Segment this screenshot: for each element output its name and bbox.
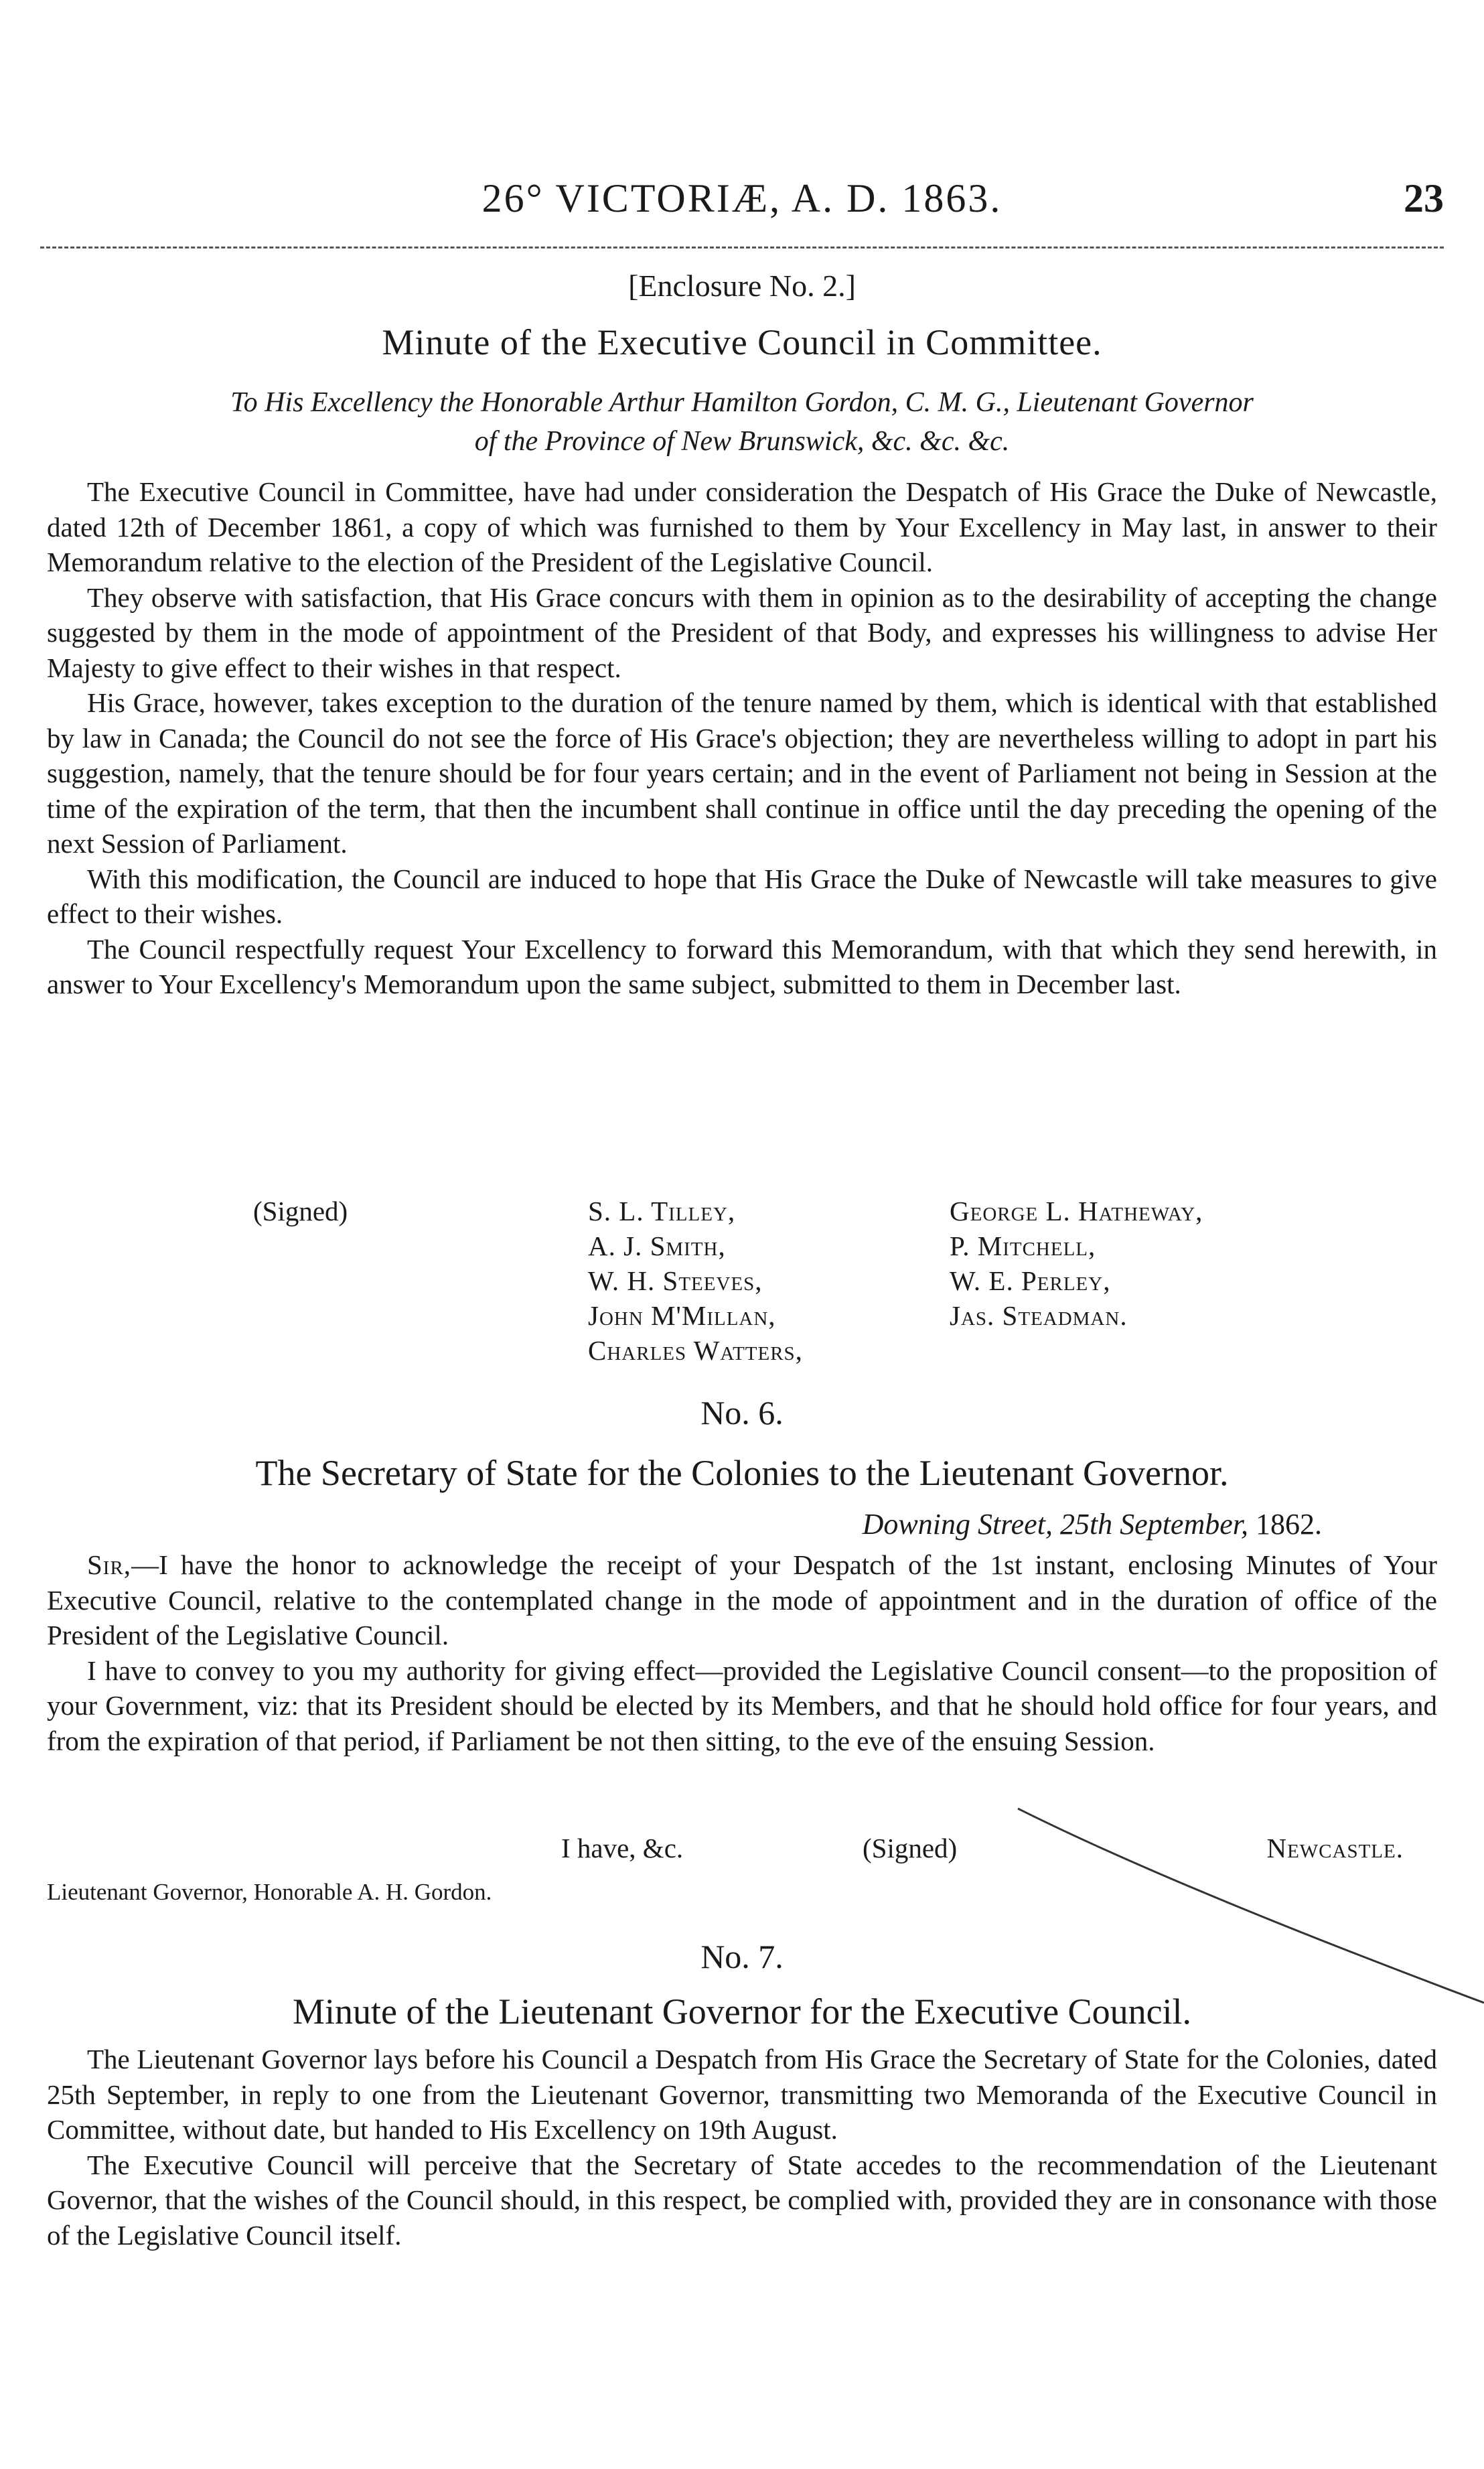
signature-block [47,1194,1437,1381]
document-number-6: No. 6. [700,1394,784,1431]
signed-label: (Signed) [253,1196,348,1226]
signatory: S. L. Tilley, [588,1196,736,1226]
paragraph: His Grace, however, takes exception to the duration of the tenure named by them, which is identical with that established by law in Canada; the Council do not see the force of His Grace's objection; they are nevertheless willing to adopt in part his suggestion, namely, that the tenure should be for four years certain; and in the event of Parliament not being in Session at the time of the expiration of the term, that then the incumbent shall continue in office until the day preceding the opening of the next Session of Parliament. [47,687,1437,859]
signatory: George L. Hatheway, [950,1196,1203,1226]
signatory: John M'Millan, [588,1300,776,1331]
address-line-2: of the Province of New Brunswick, &c. &c. &c. [474,426,1010,457]
dateline [863,1507,1322,1541]
signatory: A. J. Smith, [588,1230,726,1261]
enclosure-body [47,474,1437,1002]
paragraph: The Lieutenant Governor lays before his Council a Despatch from His Grace the Secretary of State for the Colonies, dated 25th September, in reply to one from the Lieutenant Governor, transmitting two Memoranda of the Executive Council in Committee, without date, but handed to His Excellency on 19th August. [47,2044,1437,2145]
page-number: 23 [1404,176,1444,220]
closing-line [47,1832,1437,1872]
signatories-column-1 [588,1194,803,1368]
enclosure-label: [Enclosure No. 2.] [628,269,856,303]
running-title: 26° VICTORIÆ, A. D. 1863. [481,176,1003,220]
document-number-7: No. 7. [700,1938,784,1975]
signatory: W. E. Perley, [950,1265,1111,1296]
address-block [47,383,1437,461]
paragraph: The Executive Council will perceive that the Secretary of State accedes to the recommendation of the Lieutenant Governor, that the wishes of the Council should, in this respect, be complied with, provided they are in consonance with those of the Legislative Council itself. [47,2149,1437,2251]
dateline-year: 1862. [1256,1508,1322,1541]
section-title-lieutenant-governor: Minute of the Lieutenant Governor for the Executive Council. [292,1991,1192,2032]
closing-phrase: I have, &c. [561,1833,684,1863]
signatory: P. Mitchell, [950,1230,1096,1261]
section-title-executive-council: Minute of the Executive Council in Committee. [382,322,1102,362]
paragraph: I have to convey to you my authority for giving effect—provided the Legislative Council consent—to the proposition of your Government, viz: that its President should be elected by its Members, and that he should hold office for four years, and from the expiration of that period, if Parliament be not then sitting, to the eve of the ensuing Session. [47,1654,1437,1756]
paragraph: The Executive Council in Committee, have had under consideration the Despatch of His Grace the Duke of Newcastle, dated 12th of December 1861, a copy of which was furnished to them by Your Excellency in May last, in answer to their Memorandum relative to the election of the President of the Legislative Council. [47,476,1437,577]
paragraph: With this modification, the Council are induced to hope that His Grace the Duke of Newcastle will take measures to give effect to their wishes. [47,863,1437,929]
minute-body [47,2042,1437,2253]
recipient-line: Lieutenant Governor, Honorable A. H. Gordon. [47,1879,492,1905]
dateline-place: Downing Street, 25th September, [862,1508,1248,1541]
running-head [40,175,1444,229]
signatory: Jas. Steadman. [950,1300,1128,1331]
salutation: Sir, [87,1549,132,1580]
paragraph: They observe with satisfaction, that His Grace concurs with them in opinion as to the desirability of accepting the change suggested by them in the mode of appointment of the President of that Body, and expresses his willingness to advise Her Majesty to give effect to their wishes in that respect. [47,581,1437,683]
signatory: W. H. Steeves, [588,1265,763,1296]
header-rule [40,246,1444,249]
despatch-body [47,1547,1437,1758]
signatory: Charles Watters, [588,1335,803,1366]
signed-label: (Signed) [863,1833,958,1863]
paragraph-text: —I have the honor to acknowledge the receipt of your Despatch of the 1st instant, enclosing Minutes of Your Executive Council, relative to the contemplated change in the mode of appointment and in the duration of office of the President of the Legislative Council. [47,1549,1437,1650]
paragraph [47,1547,1437,1653]
section-title-secretary-of-state: The Secretary of State for the Colonies to the Lieutenant Governor. [255,1453,1229,1493]
signatory: Newcastle. [1266,1833,1404,1863]
address-line-1: To His Excellency the Honorable Arthur Hamilton Gordon, C. M. G., Lieutenant Governor [230,387,1254,418]
signatories-column-2 [950,1194,1203,1333]
paragraph: The Council respectfully request Your Excellency to forward this Memorandum, with that which they send herewith, in answer to Your Excellency's Memorandum upon the same subject, submitted to them in December last. [47,933,1437,999]
